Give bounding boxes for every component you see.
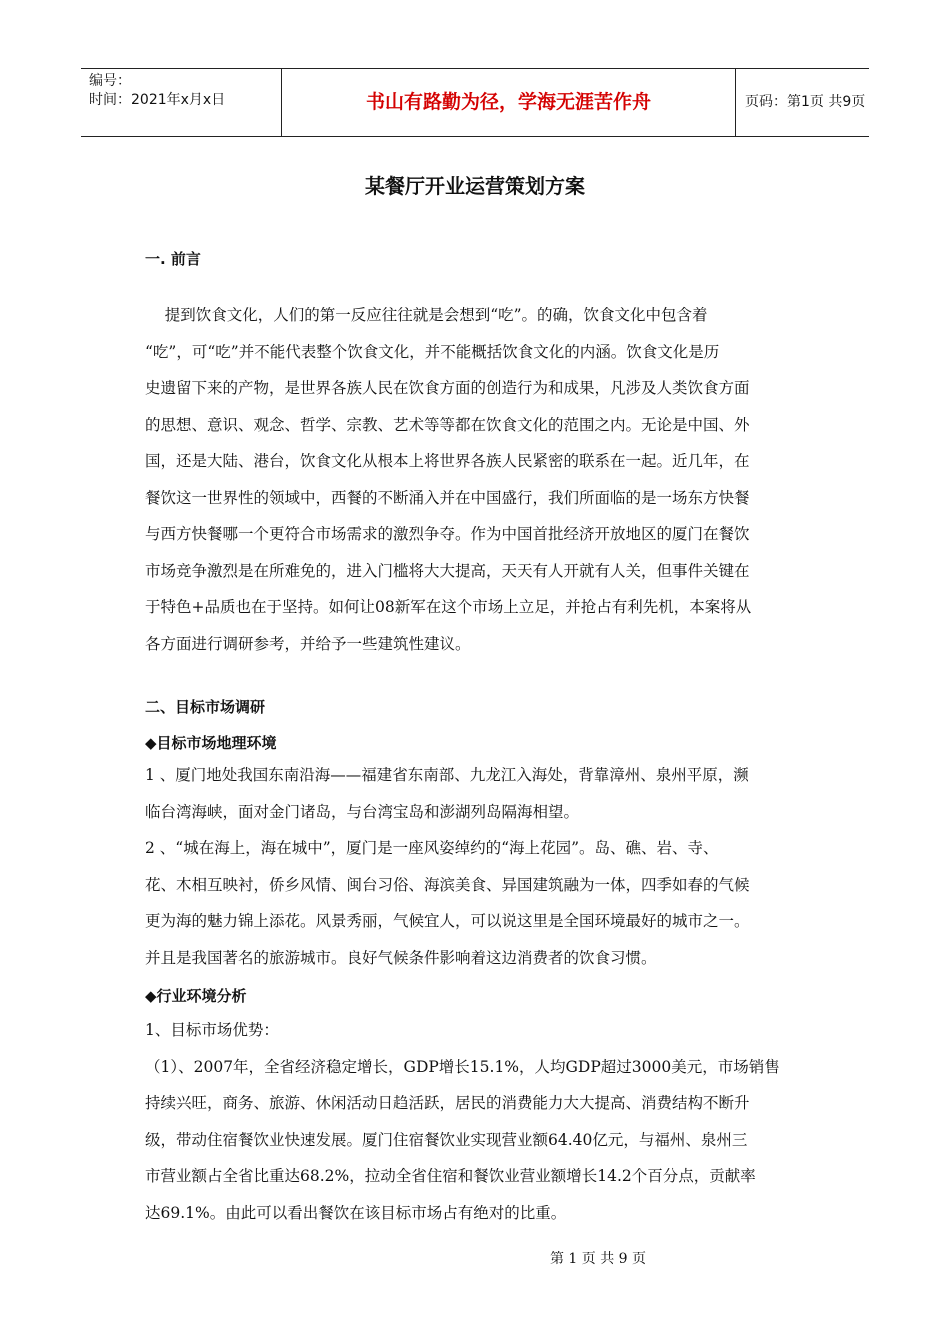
text-line: 国，还是大陆、港台，饮食文化从根本上将世界各族人民紧密的联系在一起。近几年，在 [145,452,750,470]
header-motto: 书山有路勤为径，学海无涯苦作舟 [281,69,736,136]
text-line: 达69.1%。由此可以看出餐饮在该目标市场占有绝对的比重。 [145,1203,567,1222]
subsection-industry-heading: ◆行业环境分析 [145,987,247,1005]
text-line: 于特色+品质也在于坚持。如何让08新军在这个市场上立足，并抢占有利先机，本案将从 [145,598,752,616]
text-line: 级，带动住宿餐饮业快速发展。厦门住宿餐饮业实现营业额64.40亿元，与福州、泉州三 [145,1130,748,1149]
page-footer: 第 1 页 共 9 页 [549,1251,647,1267]
number-label: 编号： [89,73,131,89]
text-line: 与西方快餐哪一个更符合市场需求的激烈争夺。作为中国首批经济开放地区的厦门在餐饮 [145,525,750,543]
text-line: 各方面进行调研参考，并给予一些建筑性建议。 [145,634,471,653]
header-meta [81,69,281,136]
text-line: 更为海的魅力锦上添花。风景秀丽，气候宜人，可以说这里是全国环境最好的城市之一。 [145,912,750,930]
text-line: 的思想、意识、观念、哲学、宗教、艺术等等都在饮食文化的范围之内。无论是中国、外 [145,415,750,434]
text-line: “吃”，可“吃”并不能代表整个饮食文化，并不能概括饮食文化的内涵。饮食文化是历 [145,342,720,361]
text-line: 提到饮食文化，人们的第一反应往往就是会想到“吃”。的确，饮食文化中包含着 [145,306,708,324]
header-page-info: 页码：第1页 共9页 [745,94,866,110]
text-line: 持续兴旺，商务、旅游、休闲活动日趋活跃，居民的消费能力大大提高、消费结构不断升 [145,1094,750,1112]
text-line: （1）、2007年，全省经济稳定增长，GDP增长15.1%，人均GDP超过3000美元，市场销售 [145,1057,780,1076]
header-table [81,68,869,137]
section1-heading: 一. 前言 [145,250,201,268]
text-line: 史遗留下来的产物，是世界各族人民在饮食方面的创造行为和成果，凡涉及人类饮食方面 [145,379,750,397]
text-line: 市场竞争激烈是在所难免的，进入门槛将大大提高，天天有人开就有人关，但事件关键在 [145,561,750,580]
subsection-geo-heading: ◆目标市场地理环境 [145,734,277,752]
section1-paragraph [145,297,810,662]
text-line: 1 、厦门地处我国东南沿海——福建省东南部、九龙江入海处，背靠漳州、泉州平原，濒 [145,766,749,784]
text-line: 餐饮这一世界性的领域中，西餐的不断涌入并在中国盛行，我们所面临的是一场东方快餐 [145,488,750,507]
text-line: 市营业额占全省比重达68.2%，拉动全省住宿和餐饮业营业额增长14.2个百分点，贡献率 [145,1167,756,1185]
geo-paragraph [145,757,810,976]
industry-paragraph [145,1012,810,1231]
document-title: 某餐厅开业运营策划方案 [365,174,585,198]
text-line: 并且是我国著名的旅游城市。良好气候条件影响着这边消费者的饮食习惯。 [145,948,657,967]
text-line: 临台湾海峡，面对金门诸岛，与台湾宝岛和澎湖列岛隔海相望。 [145,802,580,821]
text-line: 1、目标市场优势： [145,1021,279,1039]
text-line: 2 、“城在海上，海在城中”，厦门是一座风姿绰约的“海上花园”。岛、礁、岩、寺、 [145,839,719,857]
text-line: 花、木相互映衬，侨乡风情、闽台习俗、海滨美食、异国建筑融为一体，四季如春的气候 [145,875,750,894]
time-label: 时间：2021年x月x日 [89,92,226,108]
section2-heading: 二、目标市场调研 [145,698,266,716]
